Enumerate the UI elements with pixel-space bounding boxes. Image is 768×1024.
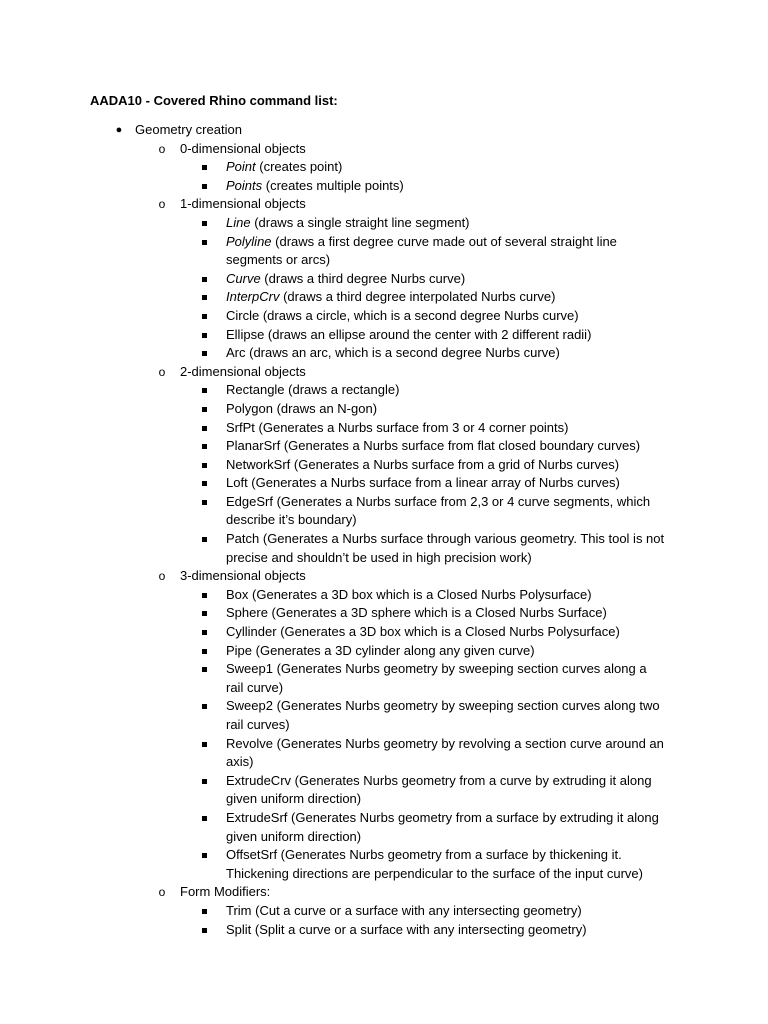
section-item — [0, 121, 768, 140]
command-item — [0, 419, 666, 438]
command-name: Trim — [226, 902, 252, 918]
command-name: Split — [226, 921, 252, 937]
command-description: (Generates Nurbs geometry from a surface by thickening it. Thickening directions are perpendicular to the surface of the input curve) — [226, 847, 643, 881]
command-description: (Generates Nurbs geometry from a curve by extruding it along given uniform direction) — [226, 772, 652, 807]
command-name: ExtrudeSrf — [226, 809, 288, 825]
command-item — [0, 437, 666, 456]
command-item — [0, 493, 666, 530]
command-name: SrfPt — [226, 419, 255, 435]
group-item — [0, 363, 768, 382]
command-name: Rectangle — [226, 382, 285, 398]
command-item — [0, 214, 666, 233]
filled-square-bullet-icon — [202, 351, 207, 356]
filled-square-bullet-icon — [202, 295, 207, 300]
command-name: Circle — [226, 307, 260, 323]
command-name: Sphere — [226, 605, 268, 621]
command-description: (Generates Nurbs geometry from a surface by extruding it along given uniform direction) — [226, 809, 659, 844]
command-item — [0, 270, 666, 289]
command-item — [0, 288, 666, 307]
group-label: 3-dimensional objects — [180, 568, 306, 584]
filled-square-bullet-icon — [202, 277, 207, 282]
command-description: (draws a third degree interpolated Nurbs curve) — [279, 289, 556, 305]
filled-square-bullet-icon — [202, 314, 207, 319]
command-item — [0, 735, 666, 772]
filled-square-bullet-icon — [202, 630, 207, 635]
filled-square-bullet-icon — [202, 184, 207, 189]
filled-square-bullet-icon — [202, 500, 207, 505]
command-description: (Generates a Nurbs surface from flat closed boundary curves) — [280, 438, 641, 454]
command-item — [0, 344, 666, 363]
filled-square-bullet-icon — [202, 704, 207, 709]
command-description: (draws a circle, which is a second degree Nurbs curve) — [259, 307, 579, 323]
filled-square-bullet-icon — [202, 611, 207, 616]
command-item — [0, 604, 666, 623]
command-description: (Generates a Nurbs surface from 3 or 4 corner points) — [254, 419, 569, 435]
command-name: Ellipse — [226, 326, 265, 342]
command-item — [0, 772, 666, 809]
command-description: (draws a single straight line segment) — [250, 214, 470, 230]
command-item — [0, 697, 666, 734]
command-name: Pipe — [226, 642, 253, 658]
group-item — [0, 567, 768, 586]
command-description: (Cut a curve or a surface with any intersecting geometry) — [251, 902, 582, 918]
hollow-circle-bullet-icon: o — [158, 364, 166, 379]
command-item — [0, 530, 666, 567]
hollow-circle-bullet-icon: o — [158, 141, 166, 156]
command-name: Curve — [226, 270, 261, 286]
command-description: (draws an N-gon) — [272, 400, 378, 416]
group-label: Form Modifiers: — [180, 884, 271, 900]
command-item — [0, 456, 666, 475]
command-item — [0, 326, 666, 345]
filled-square-bullet-icon — [202, 165, 207, 170]
command-item — [0, 158, 666, 177]
filled-square-bullet-icon — [202, 649, 207, 654]
command-description: (Generates a Nurbs surface from a linear array of Nurbs curves) — [247, 475, 620, 491]
filled-square-bullet-icon — [202, 407, 207, 412]
command-item — [0, 177, 666, 196]
command-name: Revolve — [226, 735, 273, 751]
command-description: (Generates a 3D sphere which is a Closed Nurbs Surface) — [267, 605, 607, 621]
filled-square-bullet-icon — [202, 481, 207, 486]
command-item — [0, 381, 666, 400]
filled-square-bullet-icon — [202, 779, 207, 784]
filled-square-bullet-icon — [202, 742, 207, 747]
command-name: ExtrudeCrv — [226, 772, 292, 788]
command-name: Sweep1 — [226, 661, 273, 677]
filled-square-bullet-icon — [202, 853, 207, 858]
command-item — [0, 846, 666, 883]
command-name: EdgeSrf — [226, 493, 273, 509]
command-name: Arc — [226, 345, 246, 361]
hollow-circle-bullet-icon: o — [158, 197, 166, 212]
command-description: (draws a rectangle) — [284, 382, 400, 398]
filled-square-bullet-icon — [202, 426, 207, 431]
group-item — [0, 195, 768, 214]
command-description: (Generates Nurbs geometry by revolving a section curve around an axis) — [226, 735, 664, 770]
command-description: (creates point) — [255, 159, 343, 175]
command-name: Points — [226, 177, 263, 193]
command-name: Loft — [226, 475, 248, 491]
command-item — [0, 623, 666, 642]
filled-square-bullet-icon — [202, 909, 207, 914]
command-item — [0, 474, 666, 493]
command-name: Patch — [226, 531, 260, 547]
filled-square-bullet-icon — [202, 221, 207, 226]
command-item — [0, 921, 666, 940]
group-item — [0, 140, 768, 159]
command-description: (creates multiple points) — [262, 177, 404, 193]
command-description: (Generates a Nurbs surface through various geometry. This tool is not precise and shouldn’t be used in high precision work) — [226, 531, 665, 565]
command-item — [0, 307, 666, 326]
filled-square-bullet-icon — [202, 816, 207, 821]
group-label: 2-dimensional objects — [180, 363, 306, 379]
command-item — [0, 586, 666, 605]
command-name: Point — [226, 159, 256, 175]
command-list — [0, 121, 768, 939]
group-label: 1-dimensional objects — [180, 196, 306, 212]
filled-square-bullet-icon — [202, 667, 207, 672]
hollow-circle-bullet-icon: o — [158, 885, 166, 900]
filled-circle-bullet-icon: ● — [115, 124, 123, 136]
command-description: (Generates a 3D box which is a Closed Nurbs Polysurface) — [276, 624, 620, 640]
command-item — [0, 902, 666, 921]
command-description: (Generates Nurbs geometry by sweeping section curves along a rail curve) — [226, 661, 647, 695]
command-name: Sweep2 — [226, 698, 273, 714]
command-name: Polygon — [226, 400, 273, 416]
command-name: NetworkSrf — [226, 456, 291, 472]
filled-square-bullet-icon — [202, 928, 207, 933]
command-name: Polyline — [226, 233, 272, 249]
filled-square-bullet-icon — [202, 388, 207, 393]
filled-square-bullet-icon — [202, 463, 207, 468]
command-name: OffsetSrf — [226, 847, 278, 863]
command-description: (draws a first degree curve made out of several straight line segments or arcs) — [226, 233, 617, 268]
command-description: (Generates a Nurbs surface from a grid of Nurbs curves) — [290, 456, 620, 472]
command-name: Cyllinder — [226, 624, 277, 640]
command-item — [0, 642, 666, 661]
command-description: (Generates Nurbs geometry by sweeping section curves along two rail curves) — [226, 698, 660, 732]
command-name: Line — [226, 214, 251, 230]
command-description: (draws a third degree Nurbs curve) — [260, 270, 466, 286]
command-name: Box — [226, 586, 249, 602]
filled-square-bullet-icon — [202, 444, 207, 449]
command-name: InterpCrv — [226, 289, 280, 305]
command-item — [0, 809, 666, 846]
filled-square-bullet-icon — [202, 333, 207, 338]
section-label: Geometry creation — [135, 122, 242, 137]
command-description: (draws an ellipse around the center with 2 different radii) — [264, 326, 592, 342]
command-description: (Generates a 3D cylinder along any given curve) — [252, 642, 535, 658]
command-item — [0, 400, 666, 419]
command-item — [0, 660, 666, 697]
command-description: (Generates a 3D box which is a Closed Nurbs Polysurface) — [248, 586, 592, 602]
command-item — [0, 233, 666, 270]
document-title: AADA10 - Covered Rhino command list: — [90, 93, 338, 108]
group-label: 0-dimensional objects — [180, 140, 306, 156]
filled-square-bullet-icon — [202, 593, 207, 598]
command-description: (Split a curve or a surface with any intersecting geometry) — [251, 921, 587, 937]
group-item — [0, 883, 768, 902]
command-description: (Generates a Nurbs surface from 2,3 or 4 curve segments, which describe it’s boundary) — [226, 493, 651, 528]
command-name: PlanarSrf — [226, 438, 281, 454]
hollow-circle-bullet-icon: o — [158, 569, 166, 584]
filled-square-bullet-icon — [202, 240, 207, 245]
filled-square-bullet-icon — [202, 537, 207, 542]
command-description: (draws an arc, which is a second degree Nurbs curve) — [245, 345, 560, 361]
